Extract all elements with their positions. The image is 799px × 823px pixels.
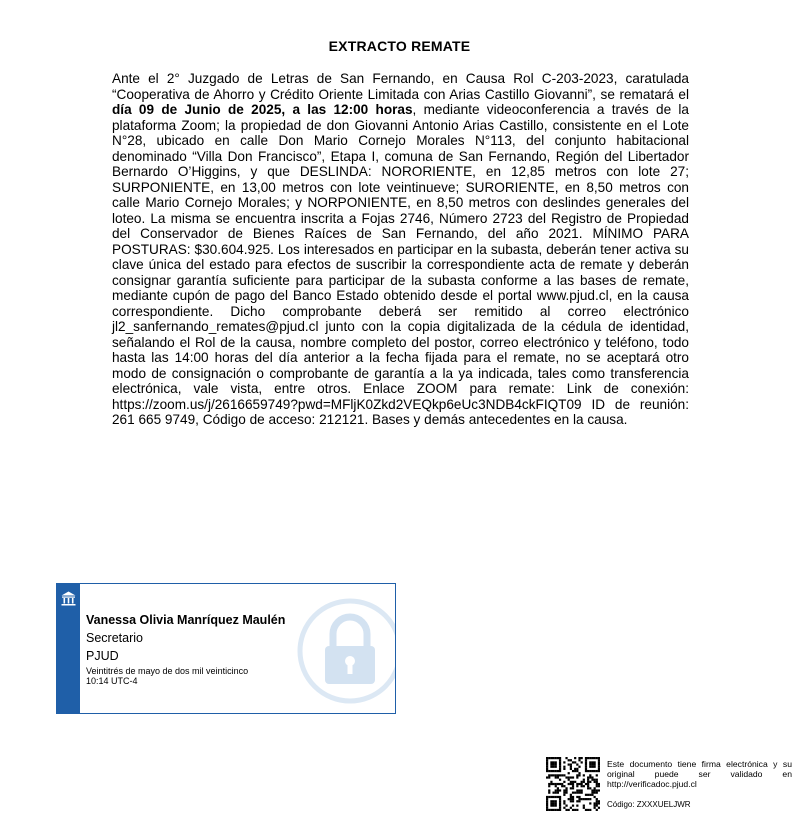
verification-text: Este documento tiene firma electrónica y su original puede ser validado en http://verificadoc.pjud.cl <box>607 759 792 789</box>
signer-name: Vanessa Olivia Manríquez Maulén <box>86 613 286 627</box>
signature-date: Veintitrés de mayo de dos mil veinticinco <box>86 666 249 676</box>
auction-date: día 09 de Junio de 2025, a las 12:00 horas <box>112 102 413 117</box>
document-body <box>112 71 689 428</box>
body-text-part1: Ante el 2° Juzgado de Letras de San Fernando, en Causa Rol C-203-2023, caratulada “Cooperativa de Ahorro y Crédito Oriente Limitada con Arias Castillo Giovanni”, se rematará el <box>112 71 689 102</box>
signature-time: 10:14 UTC-4 <box>86 676 138 686</box>
body-text-part2: , mediante videoconferencia a través de la plataforma Zoom; la propiedad de don Giovanni Antonio Arias Castillo, consistente en el Lote N°28, ubicado en calle Don Mario Cornejo Morales N°113, del conjunto habitacional denominado “Villa Don Francisco”, Etapa I, comuna de San Fernando, Región del Libertador Bernardo O’Higgins, y que DESLINDA: NORORIENTE, en 12,85 metros con lote 27; SURPONIENTE, en 13,00 metros con lote veintinueve; SURORIENTE, en 8,50 metros con calle Mario Cornejo Morales; y NORPONIENTE, en 8,50 metros con deslindes generales del loteo. La misma se encuentra inscrita a Fojas 2746, Número 2723 del Registro de Propiedad del Conservador de Bienes Raíces de San Fernando, del año 2021. MÍNIMO PARA POSTURAS: $30.604.925. Los interesados en participar en la subasta, deberán tener activa su clave única del estado para efectos de suscribir la correspondiente acta de remate y deberán consignar garantía suficiente para participar de la subasta conforme a las bases de remate, mediante cupón de pago del Banco Estado obtenido desde el portal www.pjud.cl, en la causa correspondiente. Dicho comprobante deberá ser remitido al correo electrónico jl2_sanfernando_remates@pjud.cl junto con la copia digitalizada de la cédula de identidad, señalando el Rol de la causa, nombre completo del postor, correo electrónico y teléfono, todo hasta las 14:00 horas del día anterior a la fecha fijada para el remate, no se aceptará otro modo de consignación o comprobante de garantía a la ya indicada, tales como transferencia electrónica, vale vista, entre otros. Enlace ZOOM para remate: Link de conexión: https://zoom.us/j/2616659749?pwd=MFljK0Zkd2VEQkp6eUc3NDB4ckFIQT09 ID de reunión: 261 665 9749, Código de acceso: 212121. Bases y demás antecedentes en la causa. <box>112 102 689 427</box>
document-title: EXTRACTO REMATE <box>328 38 471 54</box>
courthouse-icon <box>60 590 77 607</box>
qr-code <box>546 757 600 811</box>
signer-organization: PJUD <box>86 649 119 663</box>
signature-timestamp <box>86 666 248 686</box>
lock-icon <box>295 596 396 706</box>
signature-bar <box>57 584 80 713</box>
signer-role: Secretario <box>86 631 143 645</box>
signature-box <box>56 583 396 714</box>
verification-code: Código: ZXXXUELJWR <box>607 800 691 809</box>
